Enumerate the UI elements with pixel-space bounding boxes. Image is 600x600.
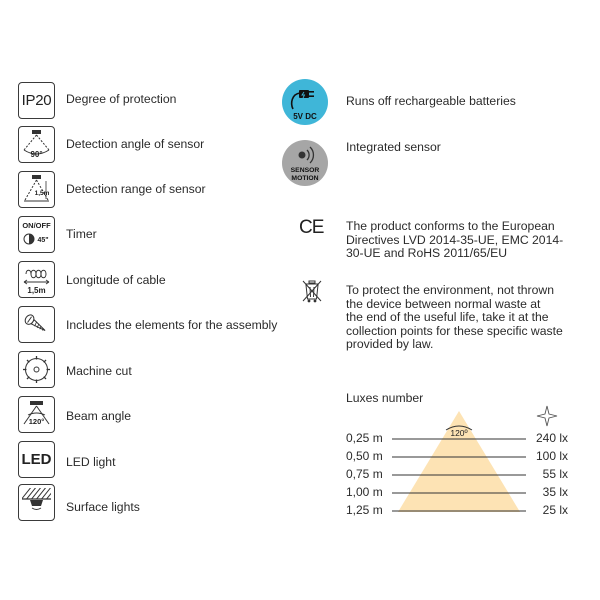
feature-label-angle: Detection angle of sensor	[66, 137, 205, 151]
lux-value-label: 240 lx	[535, 431, 568, 445]
sensor-icon-text-1: SENSOR	[290, 167, 320, 174]
weee-text-line: To protect the environment, not thrown	[346, 283, 554, 297]
lux-distance-label: 1,25 m	[346, 503, 383, 517]
timer-icon-text-top: ON/OFF	[22, 221, 51, 230]
timer-icon-text-bottom: 45"	[37, 237, 49, 244]
led-icon-text: LED	[21, 451, 52, 468]
feature-label-machine-cut: Machine cut	[66, 364, 132, 378]
feature-label-protection: Degree of protection	[66, 92, 177, 106]
lux-value-label: 55 lx	[542, 467, 568, 481]
lux-distance-label: 0,25 m	[346, 431, 383, 445]
feature-label-surface: Surface lights	[66, 500, 140, 514]
lux-title: Luxes number	[346, 391, 424, 405]
battery-label: Runs off rechargeable batteries	[346, 94, 516, 108]
detection-range-icon-text: 1,5m	[34, 190, 50, 197]
beam-angle-icon-text: 120°	[28, 417, 45, 426]
lux-value-label: 35 lx	[542, 485, 568, 499]
cable-icon-text: 1,5m	[27, 286, 46, 295]
lux-distance-label: 0,50 m	[346, 449, 383, 463]
feature-label-beam-angle: Beam angle	[66, 409, 132, 423]
lux-value-label: 25 lx	[542, 503, 568, 517]
weee-text-line: the device between normal waste at	[346, 296, 541, 311]
plug-icon-text: 5V DC	[293, 112, 317, 121]
weee-text-line: the end of the useful life, take it at the	[346, 310, 549, 324]
ip20-icon-text: IP20	[21, 92, 52, 109]
detection-angle-icon-text: 90°	[30, 150, 43, 159]
ce-mark-icon: CE	[299, 217, 324, 238]
feature-label-range: Detection range of sensor	[66, 182, 206, 196]
feature-label-timer: Timer	[66, 227, 97, 241]
sensor-label: Integrated sensor	[346, 140, 441, 154]
ce-text-line: 30-UE and RoHS 2011/65/EU	[346, 246, 508, 260]
lux-distance-label: 1,00 m	[346, 485, 383, 499]
feature-label-assembly: Includes the elements for the assembly	[66, 318, 278, 332]
lux-beam-angle-label: 120º	[450, 428, 468, 438]
weee-text-line: collection points for these specific waste	[346, 323, 563, 338]
ce-text-line: The product conforms to the European	[346, 219, 555, 233]
lux-distance-label: 0,75 m	[346, 467, 383, 481]
sensor-icon-text-2: MOTION	[291, 175, 319, 182]
lux-value-label: 100 lx	[535, 449, 568, 463]
feature-label-cable: Longitude of cable	[66, 273, 166, 287]
weee-text-line: provided by law.	[346, 337, 434, 351]
feature-label-led: LED light	[66, 455, 116, 469]
ce-text-line: Directives LVD 2014-35-UE, EMC 2014-	[346, 232, 564, 247]
